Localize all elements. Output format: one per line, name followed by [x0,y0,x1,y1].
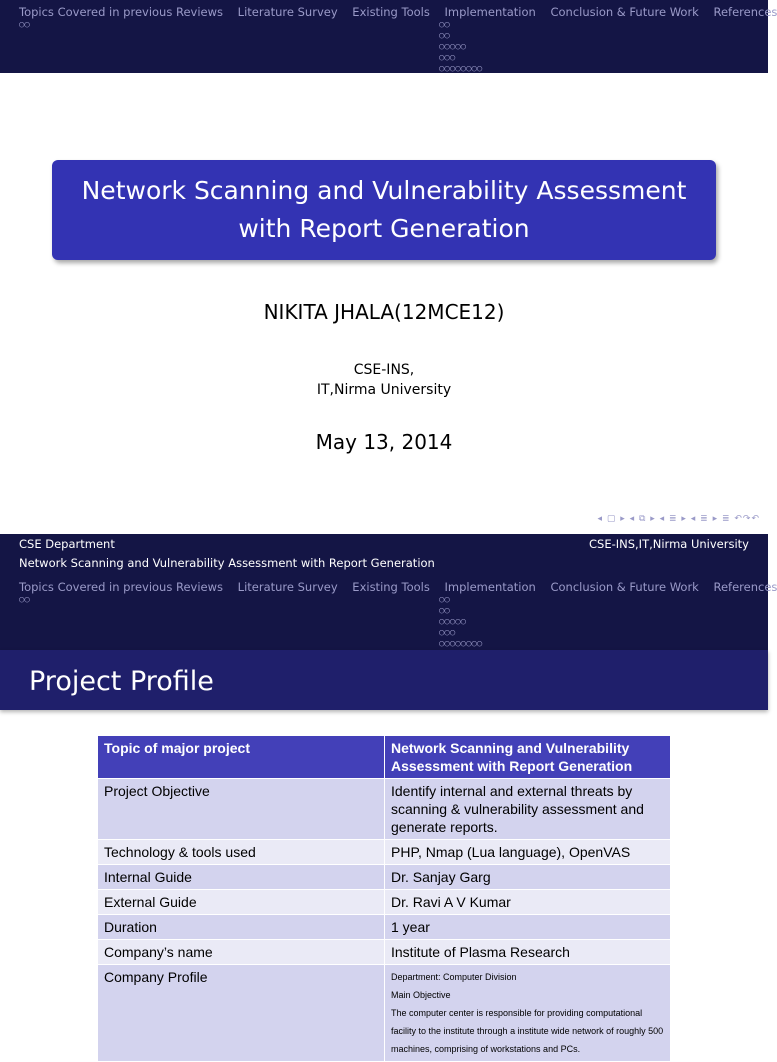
project-profile-table [97,735,671,1062]
company-profile-line: Department: Computer Division [391,968,664,986]
footer-title: Network Scanning and Vulnerability Assessment with Report Generation [19,556,435,570]
footer-department: CSE Department [19,537,115,551]
table-cell: Identify internal and external threats by scanning & vulnerability assessment and generate reports. [385,779,671,840]
table-row [98,840,671,865]
nav-conclusion[interactable]: Conclusion & Future Work [550,580,698,594]
beamer-navigation-controls[interactable]: ◂ ▢ ▸ ◂ ⧉ ▸ ◂ ≣ ▸ ◂ ≣ ▸ ≣ ↶↷↶ [597,514,760,524]
table-cell: External Guide [98,890,385,915]
nav-literature-survey[interactable]: Literature Survey [238,5,338,19]
institute [0,360,768,400]
nav-implementation[interactable]: Implementation [445,580,536,594]
presentation-date: May 13, 2014 [0,430,768,454]
table-row [98,779,671,840]
nav-topics-covered[interactable]: Topics Covered in previous Reviews [19,580,223,594]
nav-references[interactable]: References [714,580,777,594]
nav-literature-survey[interactable]: Literature Survey [238,580,338,594]
nav-existing-tools[interactable]: Existing Tools [352,5,430,19]
table-header-row [98,736,671,779]
frame-title: Project Profile [29,666,214,697]
table-cell: Network Scanning and Vulnerability Assessment with Report Generation [385,736,671,779]
table-cell: Company’s name [98,940,385,965]
institute-line-2: IT,Nirma University [0,380,768,400]
footer-institute: CSE-INS,IT,Nirma University [589,537,749,551]
top-navigation-bar [0,0,768,73]
topics-progress-dots[interactable]: ○○ [19,20,30,31]
presentation-title: Network Scanning and Vulnerability Assessment with Report Generation [74,172,694,248]
nav-topics-covered[interactable]: Topics Covered in previous Reviews [19,5,223,19]
nav-references[interactable]: References [714,5,777,19]
table-row [98,965,671,1062]
nav-conclusion[interactable]: Conclusion & Future Work [550,5,698,19]
presentation-title-box [52,160,716,260]
table-cell: Dr. Ravi A V Kumar [385,890,671,915]
table-cell: Internal Guide [98,865,385,890]
table-cell: Topic of major project [98,736,385,779]
top-navigation-bar-2 [0,575,768,650]
table-cell: PHP, Nmap (Lua language), OpenVAS [385,840,671,865]
institute-line-1: CSE-INS, [0,360,768,380]
table-cell: 1 year [385,915,671,940]
table-cell: Dr. Sanjay Garg [385,865,671,890]
company-profile-line: Main Objective [391,986,664,1004]
table-row [98,890,671,915]
slide-footer [0,534,768,575]
table-row [98,915,671,940]
nav-implementation[interactable]: Implementation [445,5,536,19]
implementation-progress-dots[interactable]: ○○ ○○ ○○○○○ ○○○ ○○○○○○○○ [439,20,482,75]
implementation-progress-dots[interactable]: ○○ ○○ ○○○○○ ○○○ ○○○○○○○○ [439,595,482,650]
table-row [98,940,671,965]
company-profile-line: The computer center is responsible for providing computational facility to the institute through a institute wide network of roughly 500 machines, comprising of workstations and PCs. [391,1004,664,1058]
table-row [98,865,671,890]
table-cell: Institute of Plasma Research [385,940,671,965]
author-name: NIKITA JHALA(12MCE12) [0,300,768,324]
table-cell: Project Objective [98,779,385,840]
company-profile-cell [385,965,671,1062]
topics-progress-dots[interactable]: ○○ [19,595,30,606]
table-cell: Duration [98,915,385,940]
frame-title-bar [0,650,768,710]
table-cell: Company Profile [98,965,385,1062]
nav-existing-tools[interactable]: Existing Tools [352,580,430,594]
table-cell: Technology & tools used [98,840,385,865]
